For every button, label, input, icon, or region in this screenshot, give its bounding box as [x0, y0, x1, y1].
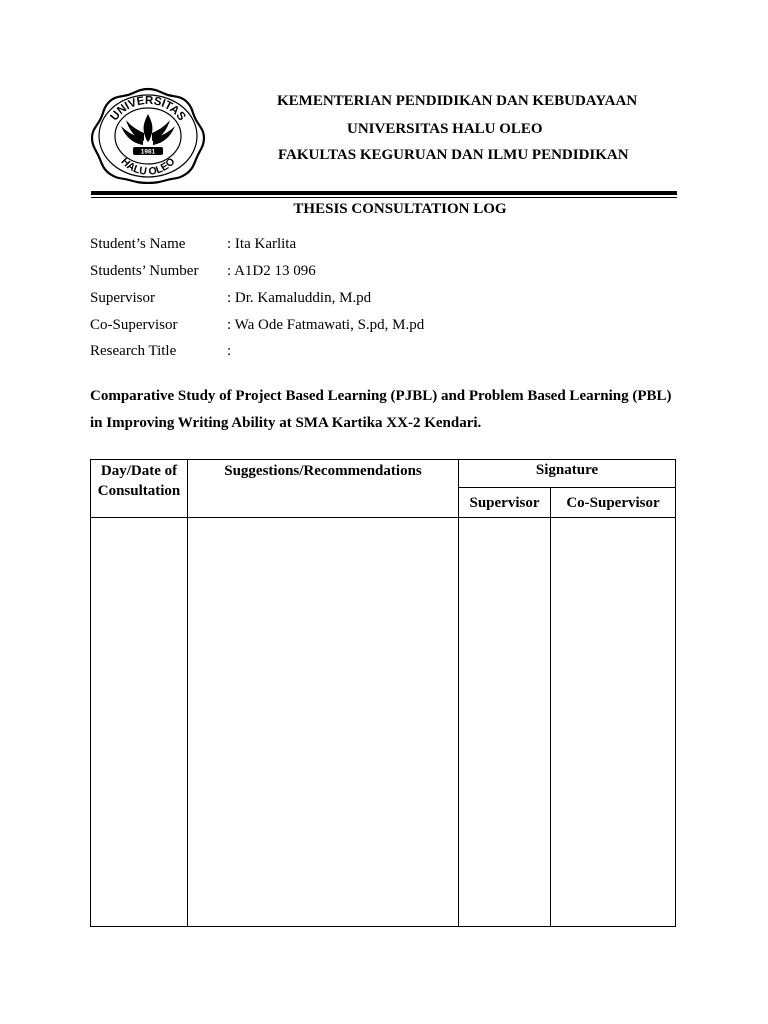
info-row-student-name [90, 236, 296, 253]
info-value: : A1D2 13 096 [227, 263, 316, 279]
consultation-log-table [90, 459, 676, 927]
info-label: Supervisor [90, 290, 155, 306]
document-title: THESIS CONSULTATION LOG [293, 201, 507, 217]
cell-day-date [91, 518, 188, 927]
logo-year: 1981 [140, 148, 156, 156]
info-value: : Dr. Kamaluddin, M.pd [227, 290, 372, 306]
research-title-line-1: Comparative Study of Project Based Learning (PJBL) and Problem Based Learning (PBL) [90, 388, 672, 404]
ministry-heading: KEMENTERIAN PENDIDIKAN DAN KEBUDAYAAN [277, 93, 638, 109]
cell-supervisor-signature [459, 518, 551, 927]
info-value: : Ita Karlita [227, 236, 297, 252]
header-divider-thick [91, 191, 677, 195]
header-day-date-line-1: Day/Date of [100, 463, 178, 479]
logo-text-bottom: HALU OLEO [118, 155, 178, 178]
header-day-date-line-2: Consultation [97, 483, 181, 499]
info-row-student-number [90, 263, 316, 280]
university-logo [89, 86, 207, 184]
info-label: Co-Supervisor [90, 317, 178, 333]
info-label: Research Title [90, 343, 177, 359]
info-row-supervisor [90, 290, 371, 307]
university-heading: UNIVERSITAS HALU OLEO [347, 121, 543, 137]
research-title-line-2: in Improving Writing Ability at SMA Kartika XX-2 Kendari. [90, 415, 482, 431]
logo-text-top: UNIVERSITAS [108, 94, 188, 124]
info-label: Student’s Name [90, 236, 186, 252]
info-label: Students’ Number [90, 263, 199, 279]
header-supervisor: Supervisor [459, 488, 551, 518]
info-row-research-title [90, 343, 231, 360]
header-signature: Signature [459, 460, 676, 488]
svg-text:HALU OLEO [119, 156, 178, 178]
table-row [91, 518, 676, 927]
faculty-heading: FAKULTAS KEGURUAN DAN ILMU PENDIDIKAN [278, 147, 629, 163]
header-divider-thin [91, 197, 677, 198]
info-row-co-supervisor [90, 317, 424, 334]
header-co-supervisor: Co-Supervisor [551, 488, 676, 518]
info-value: : [227, 343, 232, 359]
header-suggestions: Suggestions/Recommendations [188, 460, 459, 518]
cell-co-supervisor-signature [551, 518, 676, 927]
info-value: : Wa Ode Fatmawati, S.pd, M.pd [227, 317, 425, 333]
header-day-date [91, 460, 188, 518]
cell-suggestions [188, 518, 459, 927]
